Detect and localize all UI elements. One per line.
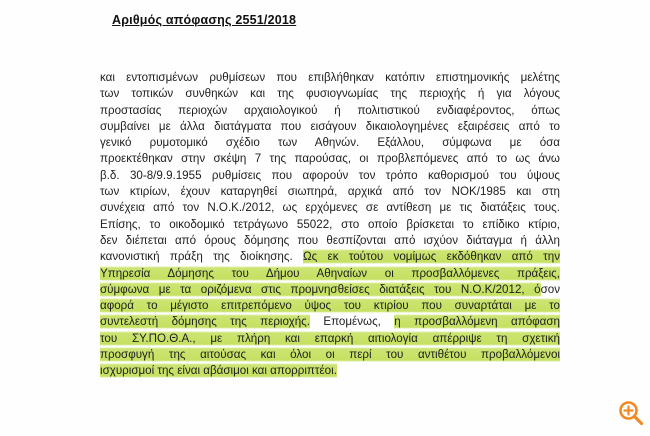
text-segment: δεν διέπεται από όρους δόμησης που θεσπίζονται από ισχύον διάταγμα ή άλλη (100, 233, 560, 247)
text-line (100, 86, 560, 102)
text-line (100, 298, 560, 314)
text-line (100, 184, 560, 200)
text-line (100, 70, 560, 86)
highlighted-text: του ΣΥ.ΠΟ.Θ.Α., με πλήρη και επαρκή αιτιολογία απέρριψε τη σχετική (100, 331, 560, 345)
highlighted-text: σύμφωνα με τα οριζόμενα στις προμνησθείσες διατάξεις του Ν.Ο.Κ/2012, ό (100, 282, 541, 296)
text-line (100, 168, 560, 184)
highlighted-text: η προσβαλλόμενη απόφαση (394, 315, 560, 329)
text-segment: προεκτέθηκαν στην σκέψη 7 της παρούσας, οι προβλεπόμενες από το ως άνω (100, 152, 560, 166)
text-segment: συμβαίνει με άλλα διατάγματα που εισάγουν δικαιολογημένες εξαιρέσεις από το (100, 119, 560, 133)
highlighted-text: Ως εκ τούτου νομίμως εκδόθηκαν από την (303, 250, 560, 264)
zoom-in-button[interactable] (616, 398, 646, 428)
text-line (100, 266, 560, 282)
highlighted-text: αφορά το μέγιστο επιτρεπόμενο ύψος του κτιρίου που συναρτάται με το (100, 299, 560, 313)
text-line (100, 200, 560, 216)
text-line (100, 363, 560, 379)
text-segment: των κτιρίων, έχουν καταργηθεί σιωπηρά, αρχικά από τον ΝΟΚ/1985 και στη (100, 185, 560, 199)
text-segment: σον (540, 282, 560, 296)
text-line (100, 151, 560, 167)
text-segment: κανονιστική πράξη της διοίκησης. (100, 250, 303, 264)
highlighted-text: ισχυρισμοί της είναι αβάσιμοι και απορριπτέοι. (100, 364, 337, 378)
highlighted-text: προσφυγή της αιτούσας και όλοι οι περί του αντιθέτου προβαλλόμενοι (100, 348, 560, 362)
text-segment: β.δ. 30-8/9.9.1955 ρυθμίσεις που αφορούν τον τρόπο καθορισμού του ύψους (100, 168, 560, 182)
text-line (100, 217, 560, 233)
decision-body-text (100, 70, 560, 380)
text-line (100, 282, 560, 298)
text-segment: προστασίας περιοχών αρχαιολογικού ή πολιτιστικού ενδιαφέροντος, όπως (100, 103, 560, 117)
text-line (100, 347, 560, 363)
text-line (100, 233, 560, 249)
text-segment: των τοπικών συνθηκών και της φυσιογνωμίας της περιοχής ή για λόγους (100, 87, 560, 101)
decision-heading: Αριθμός απόφασης 2551/2018 (112, 13, 297, 27)
zoom-in-icon (616, 398, 646, 428)
text-segment: και εντοπισμένων ρυθμίσεων που επιβλήθηκαν κατόπιν επιστημονικής μελέτης (100, 71, 560, 84)
text-segment: συνέχεια από τον Ν.Ο.Κ./2012, ως ερχόμενες σε αντίθεση με τις διατάξεις τους. (100, 201, 560, 215)
text-segment: γενικό ρυμοτομικό σχέδιο των Αθηνών. Εξάλλου, σύμφωνα με όσα (100, 136, 560, 150)
text-line (100, 331, 560, 347)
text-line (100, 135, 560, 151)
highlighted-text: Υπηρεσία Δόμησης του Δήμου Αθηναίων οι προσβαλλόμενες πράξεις, (100, 266, 560, 280)
text-line (100, 314, 560, 330)
text-segment: Επίσης, το οικοδομικό τετράγωνο 55022, στο οποίο βρίσκεται το επίδικο κτίριο, (100, 217, 560, 231)
text-line (100, 119, 560, 135)
text-segment: Επομένως, (309, 315, 395, 329)
text-line (100, 249, 560, 265)
text-line (100, 103, 560, 119)
highlighted-text: συντελεστή δόμησης της περιοχής. (100, 315, 310, 329)
